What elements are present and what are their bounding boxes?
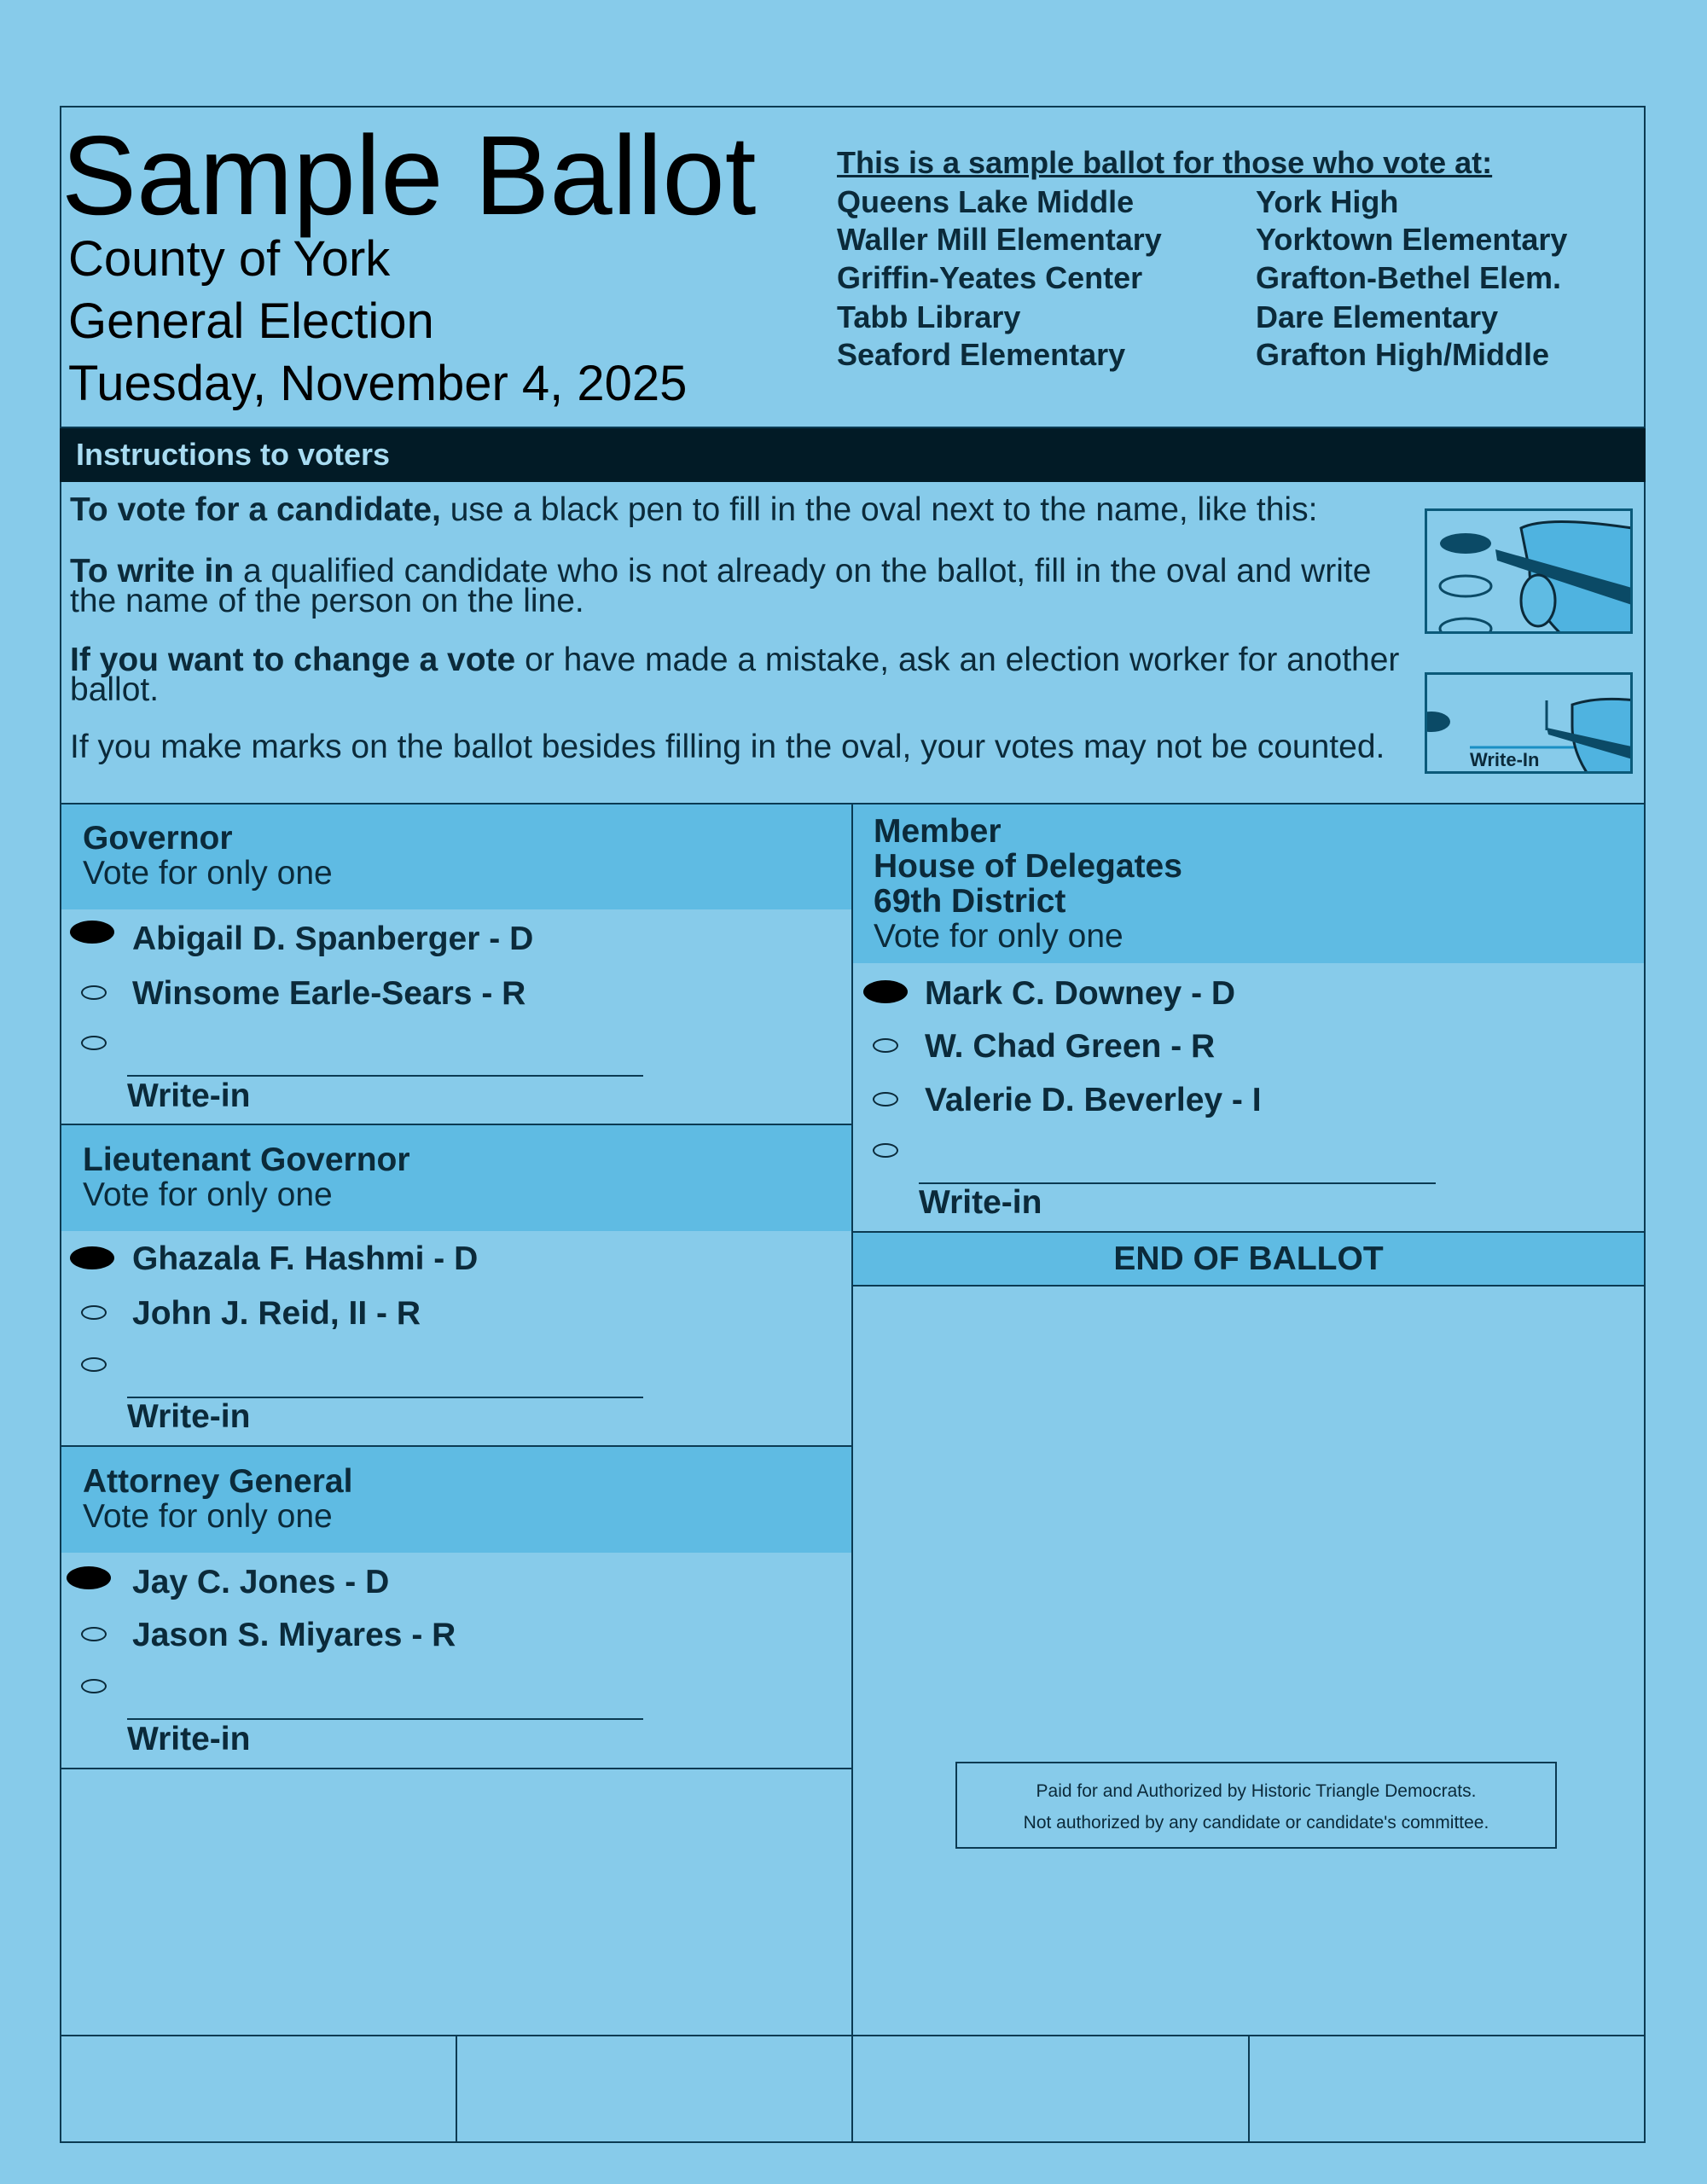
write-in-oval[interactable] — [81, 1679, 107, 1693]
location: Tabb Library — [837, 299, 1021, 334]
instruction-change — [70, 642, 1401, 709]
candidate-name: Winsome Earle-Sears - R — [132, 975, 526, 1012]
candidate-name: Valerie D. Beverley - I — [925, 1082, 1262, 1118]
location: Waller Mill Elementary — [837, 222, 1162, 257]
instruction-bold: To vote for a candidate, — [70, 491, 441, 528]
candidate-name: Abigail D. Spanberger - D — [132, 921, 534, 957]
election-date: Tuesday, November 4, 2025 — [68, 356, 688, 411]
instruction-bold: To write in — [70, 553, 235, 590]
disclaimer-line: Paid for and Authorized by Historic Triangle Democrats. — [1036, 1781, 1477, 1801]
write-in-oval[interactable] — [81, 1036, 107, 1050]
filled-oval[interactable] — [70, 1246, 114, 1269]
divider — [456, 2035, 457, 2143]
candidate-name: Jay C. Jones - D — [132, 1564, 390, 1600]
location: Dare Elementary — [1256, 299, 1499, 334]
divider — [60, 1768, 853, 1769]
contest-rule: Vote for only one — [83, 855, 333, 892]
empty-oval[interactable] — [873, 1038, 898, 1053]
location: Grafton-Bethel Elem. — [1256, 260, 1562, 295]
location: Griffin-Yeates Center — [837, 260, 1143, 295]
locations-heading: This is a sample ballot for those who vote at: — [837, 145, 1493, 180]
location: Seaford Elementary — [837, 337, 1126, 372]
write-in-label: Write-in — [127, 1721, 251, 1757]
filled-oval[interactable] — [67, 1566, 111, 1589]
divider — [1248, 2035, 1250, 2143]
contest-title: Attorney General — [83, 1463, 353, 1500]
disclaimer-line: Not authorized by any candidate or candidate's committee. — [1023, 1813, 1489, 1833]
write-in-oval[interactable] — [81, 1357, 107, 1372]
write-in-example-label: Write-In — [1470, 749, 1540, 770]
instruction-vote — [70, 491, 1401, 528]
county-name: County of York — [68, 231, 391, 287]
hand-pen-icon — [1427, 511, 1633, 634]
ballot-title: Sample Ballot — [61, 113, 757, 238]
contest-rule: Vote for only one — [874, 918, 1123, 955]
contest-rule: Vote for only one — [83, 1498, 333, 1535]
empty-oval[interactable] — [81, 985, 107, 1000]
divider — [851, 1285, 1646, 1287]
write-in-label: Write-in — [919, 1184, 1042, 1221]
candidate-name: Jason S. Miyares - R — [132, 1617, 456, 1653]
filled-oval[interactable] — [863, 980, 908, 1003]
write-in-label: Write-in — [127, 1077, 251, 1114]
contest-title: Lieutenant Governor — [83, 1141, 410, 1178]
divider — [60, 427, 1646, 428]
instruction-text: or have made a mistake, ask an election worker for another ballot. — [70, 642, 1400, 709]
instruction-marks — [70, 729, 1401, 765]
election-name: General Election — [68, 293, 434, 349]
divider — [60, 2035, 1646, 2036]
write-in-label: Write-in — [127, 1398, 251, 1435]
contest-rule: Vote for only one — [83, 1176, 333, 1213]
candidate-name: Ghazala F. Hashmi - D — [132, 1240, 479, 1277]
instruction-text: If you make marks on the ballot besides filling in the oval, your votes may not be counted. — [70, 729, 1385, 765]
contest-title: Member — [874, 813, 1002, 850]
write-in-oval[interactable] — [873, 1143, 898, 1158]
instruction-text: a qualified candidate who is not already on the ballot, fill in the oval and write the name of the person on the line. — [70, 553, 1372, 620]
empty-oval[interactable] — [873, 1092, 898, 1107]
instruction-bold: If you want to change a vote — [70, 642, 516, 678]
instruction-text: use a black pen to fill in the oval next to the name, like this: — [440, 491, 1318, 528]
empty-oval[interactable] — [81, 1305, 107, 1320]
fill-oval-example-image — [1425, 508, 1633, 634]
instructions-title: Instructions to voters — [76, 437, 391, 472]
write-in-line[interactable] — [127, 1718, 643, 1720]
location: York High — [1256, 184, 1399, 219]
instruction-writein — [70, 553, 1401, 620]
disclaimer-box — [955, 1762, 1557, 1849]
filled-oval[interactable] — [70, 921, 114, 944]
write-in-line[interactable] — [127, 1075, 643, 1077]
candidate-name: Mark C. Downey - D — [925, 975, 1236, 1012]
column-divider — [851, 803, 853, 2143]
contest-title: Governor — [83, 820, 233, 857]
empty-oval[interactable] — [81, 1627, 107, 1641]
candidate-name: W. Chad Green - R — [925, 1028, 1216, 1065]
location: Grafton High/Middle — [1256, 337, 1549, 372]
contest-district: 69th District — [874, 883, 1066, 920]
end-of-ballot-label: END OF BALLOT — [1113, 1240, 1384, 1277]
contest-title: House of Delegates — [874, 848, 1182, 885]
location: Yorktown Elementary — [1256, 222, 1568, 257]
location: Queens Lake Middle — [837, 184, 1135, 219]
candidate-name: John J. Reid, II - R — [132, 1295, 421, 1332]
